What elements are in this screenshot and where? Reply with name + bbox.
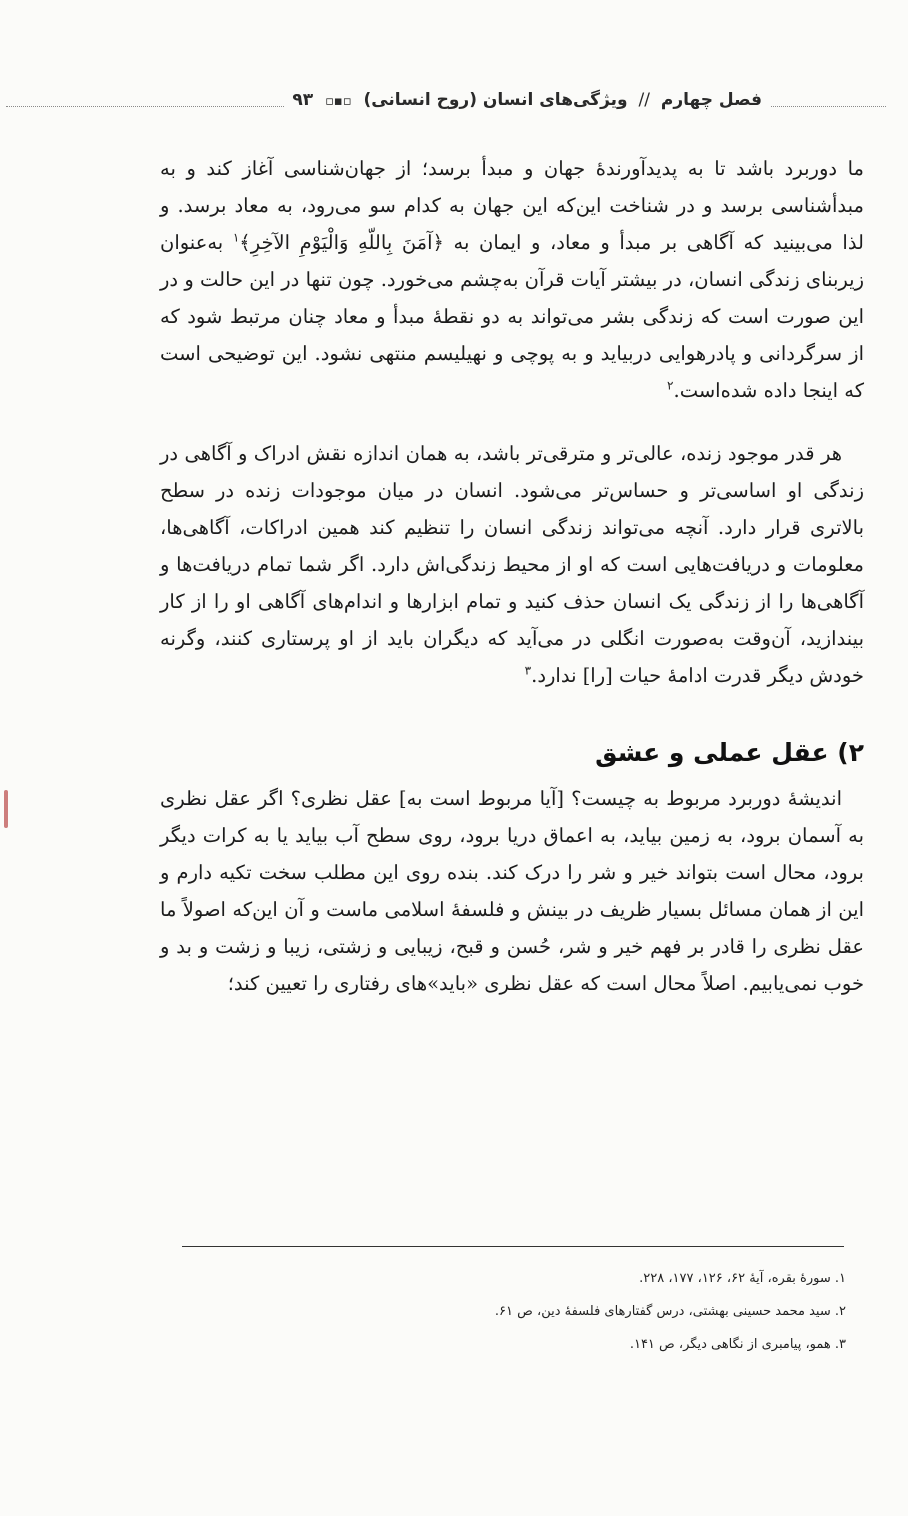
footnote-ref-2: ۲ <box>667 378 674 393</box>
page-number: ۹۳ <box>292 90 314 110</box>
paragraph-2-text: هر قدر موجود زنده، عالی‌تر و مترقی‌تر باشد، به همان اندازه نقش ادراک و آگاهی در زندگی او اساسی‌تر و حساس‌تر می‌شود. انسان در میان موجودات زنده در سطح بالاتری قرار دارد. آنچه می‌تواند زندگی انسان را تنظیم کند همین ادراکات، آگاهی‌ها، معلومات و دریافت‌هایی است که او از محیط زندگی‌اش دارد. اگر شما تمام دریافت‌ها و آگاهی‌ها را از زندگی یک انسان حذف کنید و تمام ابزارها و اندام‌های آگاهی او را از کار بیندازید، آن‌وقت به‌صورت انگلی در می‌آید که دیگران باید از او پرستاری کنند، وگرنه خودش دیگر قدرت ادامهٔ حیات [را] ندارد. <box>160 442 864 687</box>
header-ornament: ▫▪▫ <box>325 94 352 109</box>
header-separator: // <box>638 90 650 110</box>
paragraph-1-text: ما دوربرد باشد تا به پدیدآورندهٔ جهان و مبدأ برسد؛ از جهان‌شناسی آغاز کند و به مبدأشناسی برسد و در شناخت این‌که این جهان به کدام سو می‌رود، به معاد برسد. و لذا می‌بینید که آگاهی بر مبدأ و معاد، و ایمان به ﴿آمَنَ بِاللّهِ وَالْیَوْمِ الآخِرِ﴾ <box>160 157 864 254</box>
header-text <box>284 90 770 110</box>
footnotes <box>182 1262 846 1361</box>
footnote-1: ۱. سورهٔ بقره، آیهٔ ۶۲، ۱۲۶، ۱۷۷، ۲۲۸. <box>639 1271 846 1286</box>
running-head <box>0 84 908 124</box>
section-heading: ۲) عقل عملی و عشق <box>595 738 864 767</box>
footnote-3: ۳. همو، پیامبری از نگاهی دیگر، ص ۱۴۱. <box>629 1337 846 1352</box>
footnote-ref-3: ۳ <box>524 663 532 678</box>
paragraph-1-continuation: به‌عنوان زیربنای زندگی انسان، در بیشتر آیات قرآن به‌چشم می‌خورد. چون تنها در این حالت و در این صورت است که زندگی بشر می‌تواند به دو نقطهٔ مبدأ و معاد چنان مرتبط شود که از سرگردانی و پادرهوایی دربیاید و به پوچی و نهیلیسم منتهی نشود. این توضیحی است که اینجا داده شده‌است. <box>160 231 864 402</box>
footnote-divider <box>182 1246 844 1247</box>
footnote-2: ۲. سید محمد حسینی بهشتی، درس گفتارهای فلسفهٔ دین، ص ۶۱. <box>494 1304 846 1319</box>
paragraph-1 <box>160 150 864 409</box>
main-text <box>160 150 864 1002</box>
paragraph-2 <box>160 435 864 694</box>
paragraph-3: اندیشهٔ دوربرد مربوط به چیست؟ [آیا مربوط است به] عقل نظری؟ اگر عقل نظری به آسمان برود، به زمین بیاید، به اعماق دریا برود، روی سطح آب بیاید یا به کرات دیگر برود، محال است بتواند خیر و شر را درک کند. بنده روی این مطلب سخت تکیه دارم و این از همان مسائل بسیار ظریف در بینش و فلسفهٔ اسلامی ماست و آن این‌که اصولاً ما عقل نظری را قادر بر فهم خیر و شر، حُسن و قبح، زیبایی و زشتی، زیبا و زشت و بد و خوب نمی‌یابیم. اصلاً محال است که عقل نظری «باید»های رفتاری را تعیین کند؛ <box>160 787 864 995</box>
chapter-label: فصل چهارم <box>660 90 762 110</box>
margin-mark <box>4 790 8 828</box>
footnote-ref-1: ۱ <box>232 230 240 245</box>
chapter-title: ویژگی‌های انسان (روح انسانی) <box>363 90 628 110</box>
